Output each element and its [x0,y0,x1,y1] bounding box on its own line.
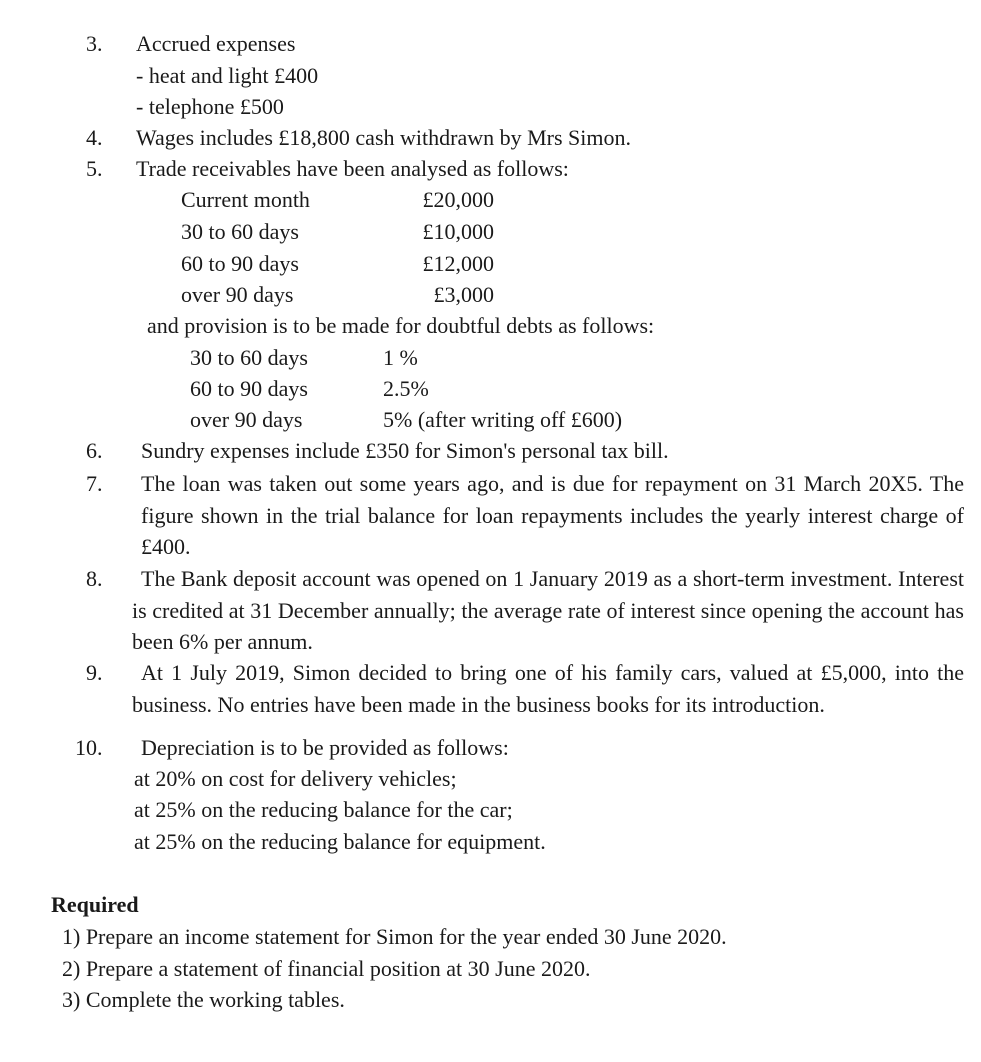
receivable-amount: £20,000 [422,187,494,212]
note-number: 9. [86,660,103,685]
receivable-amount: £12,000 [422,251,494,276]
provision-rate: 5% (after writing off £600) [383,407,623,432]
note-text: Accrued expenses [136,31,296,56]
provision-label: 30 to 60 days [190,345,308,370]
provision-label: over 90 days [190,407,303,432]
note-text: The Bank deposit account was opened on 1 January 2019 as a short-term investment. Interest is credited at 31 December annually; the average rate of interest since opening the account has been 6% per annum. [132,566,964,654]
provision-intro: and provision is to be made for doubtful debts as follows: [147,313,655,338]
note-text: Wages includes £18,800 cash withdrawn by Mrs Simon. [136,125,631,150]
provision-rate: 1 % [383,345,418,370]
provision-rate: 2.5% [383,376,429,401]
note-number: 6. [86,438,103,463]
note-text: Depreciation is to be provided as follows: [141,735,509,760]
receivable-amount: £10,000 [422,219,494,244]
note-subitem: - telephone £500 [136,94,284,119]
required-item: 3) Complete the working tables. [62,987,345,1012]
note-number: 4. [86,125,103,150]
required-item: 2) Prepare a statement of financial position at 30 June 2020. [62,956,591,981]
note-number: 10. [75,735,103,760]
required-heading: Required [51,892,139,917]
note-text-block [141,468,964,563]
note-subitem: at 25% on the reducing balance for the car; [134,797,513,822]
note-number: 5. [86,156,103,181]
receivable-label: 60 to 90 days [181,251,299,276]
note-text: At 1 July 2019, Simon decided to bring one of his family cars, valued at £5,000, into the business. No entries have been made in the business books for its introduction. [132,660,964,717]
note-subitem: at 25% on the reducing balance for equipment. [134,829,546,854]
note-text: Trade receivables have been analysed as follows: [136,156,569,181]
required-item: 1) Prepare an income statement for Simon for the year ended 30 June 2020. [62,924,727,949]
note-number: 3. [86,31,103,56]
note-text: Sundry expenses include £350 for Simon's personal tax bill. [141,438,669,463]
receivable-label: 30 to 60 days [181,219,299,244]
note-text-block [132,563,964,658]
receivable-amount: £3,000 [433,282,494,307]
note-text-block [132,657,964,720]
note-subitem: - heat and light £400 [136,63,319,88]
note-number: 8. [86,566,103,591]
receivable-label: Current month [181,187,310,212]
note-number: 7. [86,471,103,496]
note-subitem: at 20% on cost for delivery vehicles; [134,766,457,791]
note-text: The loan was taken out some years ago, and is due for repayment on 31 March 20X5. The figure shown in the trial balance for loan repayments includes the yearly interest charge of £400. [141,471,964,559]
receivable-label: over 90 days [181,282,294,307]
provision-label: 60 to 90 days [190,376,308,401]
